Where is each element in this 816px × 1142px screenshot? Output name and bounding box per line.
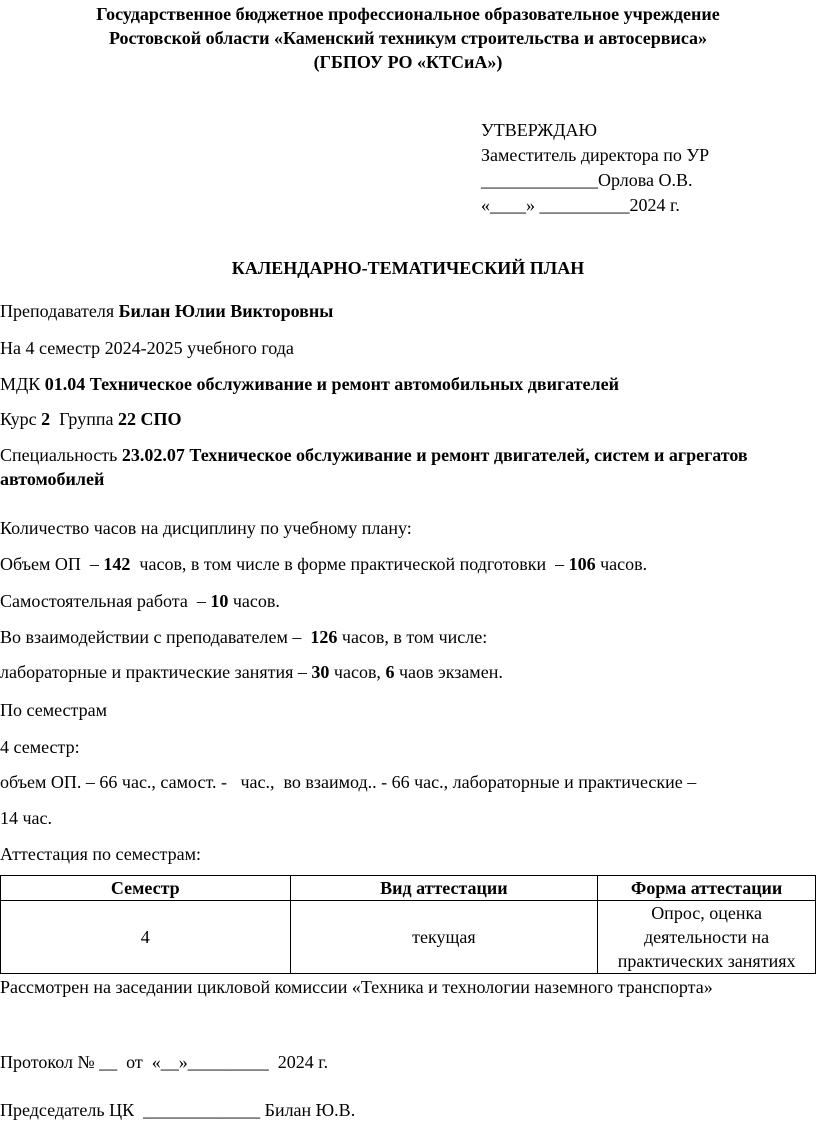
interaction-prefix: Во взаимодействии с преподавателем – — [0, 627, 311, 647]
teacher-name: Билан Юлии Викторовны — [118, 301, 334, 321]
labs-line — [0, 660, 503, 684]
cell-attestation-type: текущая — [290, 901, 598, 974]
chair-label: Председатель ЦК _____________ — [0, 1100, 265, 1120]
course-line — [0, 407, 181, 431]
reviewed-text: Рассмотрен на заседании цикловой комиссии «Техника и технологии наземного транспорта» — [0, 977, 713, 997]
mdk-code: 01.04 — [44, 374, 86, 394]
course-label: Курс — [0, 409, 42, 429]
chair-name: Билан Ю.В. — [264, 1100, 356, 1120]
interaction-line — [0, 625, 487, 649]
header-line-2: Ростовской области «Каменский техникум строительства и автосервиса» — [108, 28, 708, 48]
labs-prefix: лабораторные и практические занятия – — [0, 662, 312, 682]
institution-header — [0, 2, 816, 74]
mdk-label: МДК — [0, 374, 45, 394]
header-line-3: (ГБПОУ РО «КТСиА») — [313, 52, 503, 72]
semester-line: На 4 семестр 2024-2025 учебного года — [0, 338, 294, 358]
approver-position: Заместитель директора по УР — [481, 145, 710, 165]
group-value: 22 СПО — [117, 409, 182, 429]
document-title: КАЛЕНДАРНО-ТЕМАТИЧЕСКИЙ ПЛАН — [231, 258, 585, 278]
approve-label: УТВЕРЖДАЮ — [481, 120, 598, 140]
mdk-name: Техническое обслуживание и ремонт автомобильных двигателей — [85, 374, 619, 394]
labs-suffix: чаов экзамен. — [394, 662, 503, 682]
mdk-line — [0, 372, 619, 396]
self-work-suffix: часов. — [228, 591, 280, 611]
header-line-1: Государственное бюджетное профессиональное образовательное учреждение — [96, 4, 720, 24]
group-label: Группа — [50, 409, 118, 429]
by-semesters: По семестрам — [0, 700, 107, 720]
specialty-line — [0, 443, 790, 491]
attestation-title: Аттестация по семестрам: — [0, 844, 201, 864]
specialty-code: 23.02.07 — [121, 445, 185, 465]
header-attestation-type: Вид аттестации — [290, 876, 598, 901]
specialty-label: Специальность — [0, 445, 122, 465]
volume-suffix: часов. — [595, 554, 648, 574]
self-work-prefix: Самостоятельная работа – — [0, 591, 211, 611]
interaction-suffix: часов, в том числе: — [337, 627, 488, 647]
course-value: 2 — [41, 409, 51, 429]
interaction-value: 126 — [310, 627, 338, 647]
approver-name: Орлова О.В. — [598, 170, 693, 190]
cell-semester: 4 — [1, 901, 291, 974]
hours-intro: Количество часов на дисциплину по учебному плану: — [0, 518, 412, 538]
semester-4-details-cont: 14 час. — [0, 808, 53, 828]
volume-practical: 106 — [568, 554, 596, 574]
header-attestation-form: Форма аттестации — [598, 876, 816, 901]
signature-line: _____________ — [481, 170, 598, 190]
labs-exam: 6 — [385, 662, 395, 682]
self-work-value: 10 — [210, 591, 229, 611]
specialty-name: Техническое обслуживание и ремонт двигателей, систем и агрегатов автомобилей — [0, 445, 748, 489]
volume-prefix: Объем ОП – — [0, 554, 104, 574]
volume-total: 142 — [103, 554, 131, 574]
attestation-table — [0, 875, 816, 974]
chair-line — [0, 1098, 355, 1122]
teacher-line — [0, 299, 333, 323]
approval-date: «____» __________2024 г. — [481, 195, 680, 215]
labs-mid: часов, — [329, 662, 386, 682]
table-row — [1, 901, 816, 974]
volume-line — [0, 552, 647, 576]
approval-block — [481, 118, 709, 218]
attestation-header-row — [1, 876, 816, 901]
labs-value: 30 — [311, 662, 330, 682]
cell-attestation-form: Опрос, оценка деятельности на практических занятиях — [598, 901, 816, 974]
header-semester: Семестр — [1, 876, 291, 901]
volume-mid: часов, в том числе в форме практической подготовки – — [130, 554, 569, 574]
semester-4-details: объем ОП. – 66 час., самост. - час., во взаимод.. - 66 час., лабораторные и практические – — [0, 772, 697, 792]
self-work-line — [0, 589, 280, 613]
protocol-line: Протокол № __ от «__»_________ 2024 г. — [0, 1052, 329, 1072]
semester-4-label: 4 семестр: — [0, 737, 80, 757]
teacher-label: Преподавателя — [0, 301, 119, 321]
approver-signature — [481, 168, 709, 193]
